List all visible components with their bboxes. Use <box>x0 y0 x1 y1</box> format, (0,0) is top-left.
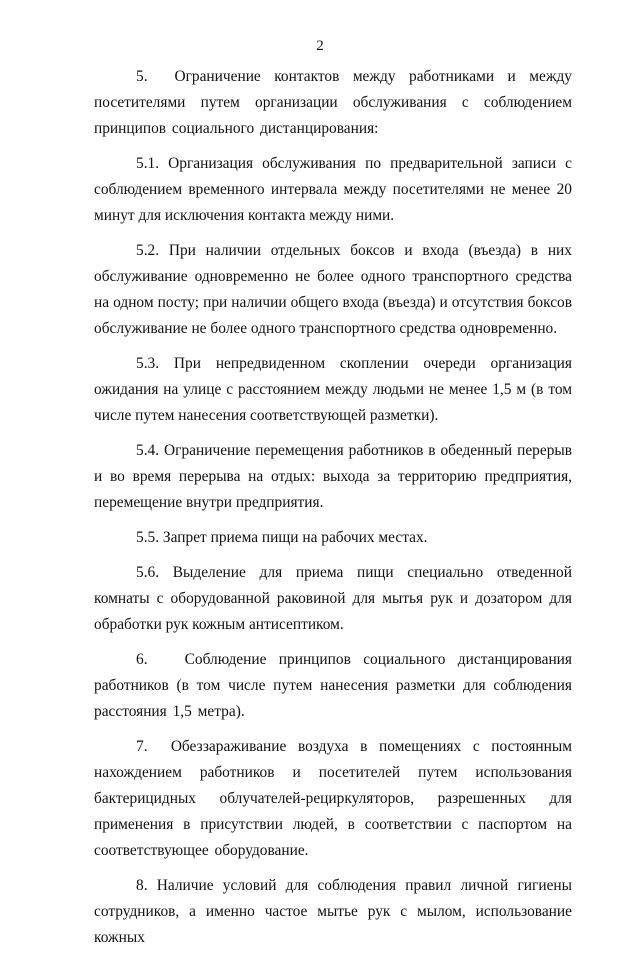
document-body <box>94 64 572 960</box>
paragraph-5-1: 5.1. Организация обслуживания по предварительной записи с соблюдением временного интервала между посетителями не менее 20 минут для исключения контакта между ними. <box>94 155 572 224</box>
paragraph-5-2: 5.2. При наличии отдельных боксов и входа (въезда) в них обслуживание одновременно не более одного транспортного средства на одном посту; при наличии общего входа (въезда) и отсутствия боксов обслуживание не более одного транспортного средства одновременно. <box>94 242 572 337</box>
paragraph-5: 5. Ограничение контактов между работниками и между посетителями путем организации обслуживания с соблюдением принципов социального дистанцирования: <box>94 68 572 137</box>
paragraph-6: 6. Соблюдение принципов социального дистанцирования работников (в том числе путем нанесения разметки для соблюдения расстояния 1,5 метра). <box>94 651 572 720</box>
page-number: 2 <box>316 38 324 54</box>
paragraph-5-5: 5.5. Запрет приема пищи на рабочих местах. <box>136 529 428 546</box>
paragraph-5-4: 5.4. Ограничение перемещения работников в обеденный перерыв и во время перерыва на отдых: выхода за территорию предприятия, перемещение внутри предприятия. <box>94 442 572 511</box>
paragraph-7: 7. Обеззараживание воздуха в помещениях с постоянным нахождением работников и посетителей путем использования бактерицидных облучателей-рециркуляторов, разрешенных для применения в присутствии людей, в соответствии с паспортом на соответствующее оборудование. <box>94 738 572 859</box>
paragraph-5-6: 5.6. Выделение для приема пищи специально отведенной комнаты с оборудованной раковиной для мытья рук и дозатором для обработки рук кожным антисептиком. <box>94 564 572 633</box>
paragraph-5-3: 5.3. При непредвиденном скоплении очереди организация ожидания на улице с расстоянием между людьми не менее 1,5 м (в том числе путем нанесения соответствующей разметки). <box>94 355 572 424</box>
paragraph-8: 8. Наличие условий для соблюдения правил личной гигиены сотрудников, а именно частое мытье рук с мылом, использование кожных <box>94 877 572 946</box>
